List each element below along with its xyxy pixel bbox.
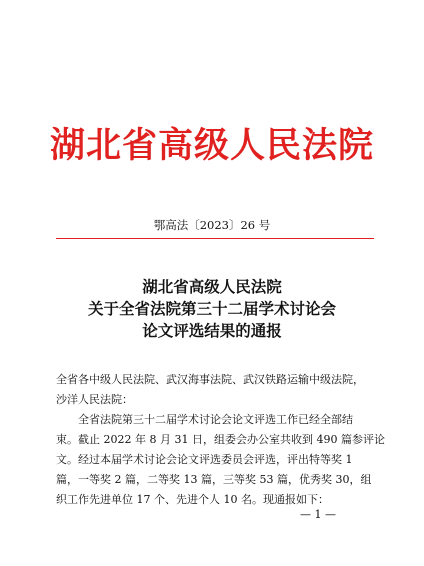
body-line: 全省法院第三十二届学术讨论会论文评选工作已经全部结: [78, 413, 353, 426]
body-line: 文。经过本届学术讨论会论文评选委员会评选，评出特等奖 1: [56, 453, 353, 466]
title-line: 关于全省法院第三十二届学术讨论会: [87, 299, 336, 318]
issuing-organization-header: 湖北省高级人民法院: [49, 125, 374, 166]
document-title: [0, 276, 424, 342]
body-line: 束。截止 2022 年 8 月 31 日，组委会办公室共收到 490 篇参评论: [56, 433, 385, 446]
body-line: 篇，一等奖 2 篇，二等奖 13 篇，三等奖 53 篇，优秀奖 30，组: [56, 473, 372, 486]
page-number: — 1 —: [300, 508, 336, 521]
document-number: 鄂高法〔2023〕26 号: [153, 218, 271, 232]
title-line: 湖北省高级人民法院: [142, 277, 282, 296]
body-line: 织工作先进单位 17 个、先进个人 10 名。现通报如下：: [56, 493, 329, 506]
document-body: [56, 370, 385, 510]
addressee-line: 沙洋人民法院：: [56, 393, 133, 406]
red-divider-line: [56, 238, 374, 239]
title-line: 论文评选结果的通报: [142, 321, 282, 340]
addressee-line: 全省各中级人民法院、武汉海事法院、武汉铁路运输中级法院，: [56, 373, 364, 386]
